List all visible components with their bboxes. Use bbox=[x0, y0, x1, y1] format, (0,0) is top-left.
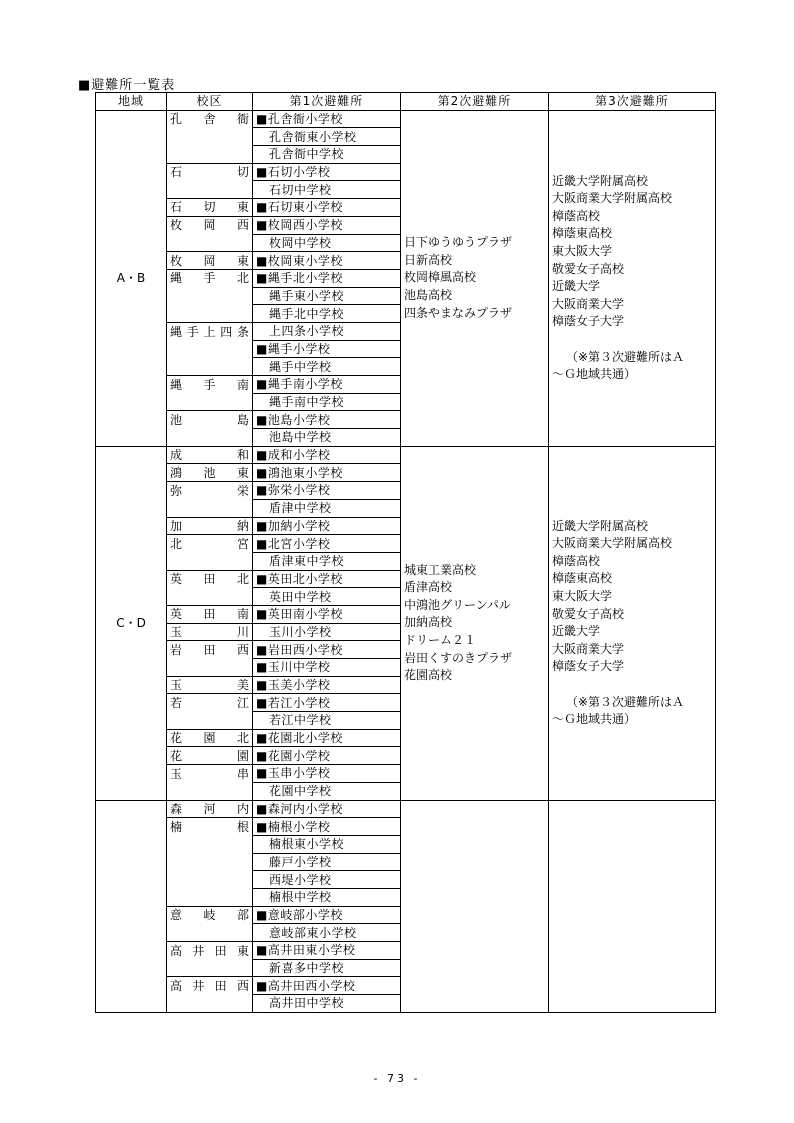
first-shelter-name: 高井田東小学校 bbox=[267, 943, 356, 958]
second-shelter-item: 日新高校 bbox=[404, 252, 453, 267]
first-shelter-cell bbox=[253, 712, 401, 730]
first-shelter-cell bbox=[253, 977, 401, 995]
first-shelter-name: 石切小学校 bbox=[267, 165, 331, 180]
first-shelter-name: 花園北小学校 bbox=[267, 731, 343, 746]
first-shelter-name: 意岐部東小学校 bbox=[269, 925, 357, 940]
designated-marker-icon: ■ bbox=[256, 801, 268, 816]
school-district-cell: 高井田西 bbox=[167, 977, 253, 995]
designated-marker-icon: ■ bbox=[256, 412, 268, 427]
designated-marker-icon: ■ bbox=[256, 200, 268, 215]
school-district-cell bbox=[167, 181, 253, 199]
school-district-cell bbox=[167, 712, 253, 730]
first-shelter-cell bbox=[253, 906, 401, 924]
school-district-cell: 石切東 bbox=[167, 199, 253, 217]
header-first-shelter: 第1次避難所 bbox=[253, 93, 401, 111]
school-district-cell: 玉串 bbox=[167, 765, 253, 783]
first-shelter-cell bbox=[253, 146, 401, 164]
school-district-cell: 弥栄 bbox=[167, 482, 253, 500]
first-shelter-cell bbox=[253, 535, 401, 553]
second-shelter-item: 盾津高校 bbox=[404, 580, 453, 595]
designated-marker-icon: ■ bbox=[256, 607, 268, 622]
first-shelter-cell bbox=[253, 835, 401, 853]
first-shelter-cell bbox=[253, 588, 401, 606]
first-shelter-name: 鴻池東小学校 bbox=[267, 465, 343, 480]
school-district-cell: 成和 bbox=[167, 446, 253, 464]
second-shelter-item: 四条やまなみプラザ bbox=[404, 305, 513, 320]
first-shelter-cell bbox=[253, 924, 401, 942]
first-shelter-name: 石切東小学校 bbox=[267, 200, 343, 215]
school-district-cell: 岩田西 bbox=[167, 641, 253, 659]
first-shelter-name: 孔舎衙小学校 bbox=[267, 112, 343, 127]
second-shelter-cell bbox=[401, 110, 549, 446]
first-shelter-name: 枚岡東小学校 bbox=[267, 253, 343, 268]
third-shelter-note: （※第３次避難所はＡ bbox=[566, 349, 685, 364]
school-district-cell: 花園北 bbox=[167, 729, 253, 747]
third-shelter-cell bbox=[549, 446, 716, 800]
first-shelter-cell bbox=[253, 340, 401, 358]
first-shelter-name: 岩田西小学校 bbox=[267, 642, 343, 657]
first-shelter-cell bbox=[253, 818, 401, 836]
first-shelter-cell bbox=[253, 605, 401, 623]
first-shelter-name: 孔舎衙中学校 bbox=[269, 147, 345, 162]
first-shelter-name: 玉美小学校 bbox=[267, 678, 331, 693]
third-shelter-cell bbox=[549, 110, 716, 446]
first-shelter-name: 西堤小学校 bbox=[269, 872, 332, 887]
first-shelter-cell bbox=[253, 181, 401, 199]
first-shelter-cell bbox=[253, 959, 401, 977]
second-shelter-item: 岩田くすのきプラザ bbox=[404, 650, 513, 665]
first-shelter-cell bbox=[253, 429, 401, 447]
school-district-cell: 花園 bbox=[167, 747, 253, 765]
designated-marker-icon: ■ bbox=[256, 165, 268, 180]
designated-marker-icon: ■ bbox=[256, 536, 268, 551]
first-shelter-cell bbox=[253, 482, 401, 500]
first-shelter-name: 縄手北小学校 bbox=[267, 271, 343, 286]
first-shelter-name: 若江中学校 bbox=[269, 713, 332, 728]
school-district-cell: 楠根 bbox=[167, 818, 253, 836]
first-shelter-cell bbox=[253, 782, 401, 800]
first-shelter-cell bbox=[253, 729, 401, 747]
second-shelter-item: 中鴻池グリーンパル bbox=[404, 597, 511, 612]
school-district-cell bbox=[167, 588, 253, 606]
designated-marker-icon: ■ bbox=[256, 907, 268, 922]
second-shelter-cell bbox=[401, 446, 549, 800]
first-shelter-name: 縄手中学校 bbox=[269, 359, 332, 374]
school-district-cell: 意岐部 bbox=[167, 906, 253, 924]
first-shelter-name: 玉串小学校 bbox=[267, 766, 331, 781]
school-district-cell bbox=[167, 552, 253, 570]
school-district-cell bbox=[167, 499, 253, 517]
first-shelter-name: 枚岡西小学校 bbox=[267, 218, 343, 233]
school-district-cell bbox=[167, 234, 253, 252]
third-shelter-item: 大阪商業大学附属高校 bbox=[552, 191, 673, 206]
designated-marker-icon: ■ bbox=[256, 518, 268, 533]
region-cell bbox=[96, 800, 167, 1012]
page-number: - 73 - bbox=[373, 1072, 421, 1085]
school-district-cell: 森河内 bbox=[167, 800, 253, 818]
designated-marker-icon: ■ bbox=[256, 112, 268, 127]
first-shelter-name: 玉川中学校 bbox=[267, 660, 331, 675]
third-shelter-item: 東大阪大学 bbox=[552, 244, 613, 259]
first-shelter-cell bbox=[253, 252, 401, 270]
designated-marker-icon: ■ bbox=[256, 483, 268, 498]
header-third-shelter: 第3次避難所 bbox=[549, 93, 716, 111]
first-shelter-cell bbox=[253, 765, 401, 783]
third-shelter-item: 敬愛女子高校 bbox=[552, 606, 625, 621]
first-shelter-cell bbox=[253, 128, 401, 146]
first-shelter-cell bbox=[253, 659, 401, 677]
school-district-cell bbox=[167, 659, 253, 677]
third-shelter-item: 大阪商業大学 bbox=[552, 296, 625, 311]
first-shelter-cell bbox=[253, 376, 401, 394]
first-shelter-name: 楠根東小学校 bbox=[269, 837, 345, 852]
school-district-cell bbox=[167, 358, 253, 376]
first-shelter-name: 玉川小学校 bbox=[269, 624, 332, 639]
third-shelter-item: 近畿大学附属高校 bbox=[552, 173, 649, 188]
designated-marker-icon: ■ bbox=[256, 271, 268, 286]
first-shelter-name: 新喜多中学校 bbox=[269, 961, 345, 976]
spacer bbox=[552, 676, 712, 694]
first-shelter-name: 若江小学校 bbox=[267, 695, 331, 710]
school-district-cell bbox=[167, 287, 253, 305]
first-shelter-cell bbox=[253, 199, 401, 217]
table-row bbox=[96, 446, 716, 464]
third-shelter-item: 東大阪大学 bbox=[552, 588, 613, 603]
first-shelter-name: 英田南小学校 bbox=[267, 607, 343, 622]
school-district-cell: 枚岡東 bbox=[167, 252, 253, 270]
first-shelter-cell bbox=[253, 234, 401, 252]
third-shelter-item: 樟蔭女子大学 bbox=[552, 314, 625, 329]
first-shelter-cell bbox=[253, 552, 401, 570]
designated-marker-icon: ■ bbox=[256, 253, 268, 268]
school-district-cell bbox=[167, 853, 253, 871]
school-district-cell: 英田北 bbox=[167, 570, 253, 588]
table-row bbox=[96, 800, 716, 818]
designated-marker-icon: ■ bbox=[256, 819, 268, 834]
header-region: 地域 bbox=[96, 93, 167, 111]
second-shelter-item: ドリーム２１ bbox=[404, 632, 477, 647]
first-shelter-name: 縄手東小学校 bbox=[269, 288, 345, 303]
school-district-cell: 孔舎衙 bbox=[167, 110, 253, 128]
first-shelter-cell bbox=[253, 853, 401, 871]
first-shelter-name: 上四条小学校 bbox=[269, 324, 345, 339]
first-shelter-cell bbox=[253, 163, 401, 181]
page-title: ■避難所一覧表 bbox=[78, 78, 176, 93]
second-shelter-item: 城東工業高校 bbox=[404, 562, 477, 577]
school-district-cell bbox=[167, 835, 253, 853]
region-cell: C・D bbox=[96, 446, 167, 800]
designated-marker-icon: ■ bbox=[256, 978, 268, 993]
first-shelter-cell bbox=[253, 499, 401, 517]
first-shelter-name: 花園中学校 bbox=[269, 784, 332, 799]
school-district-cell bbox=[167, 924, 253, 942]
first-shelter-cell bbox=[253, 641, 401, 659]
school-district-cell: 縄手上四条 bbox=[167, 322, 253, 340]
school-district-cell bbox=[167, 995, 253, 1013]
first-shelter-cell bbox=[253, 322, 401, 340]
school-district-cell: 加納 bbox=[167, 517, 253, 535]
first-shelter-cell bbox=[253, 446, 401, 464]
designated-marker-icon: ■ bbox=[256, 218, 268, 233]
third-shelter-item: 近畿大学 bbox=[552, 279, 601, 294]
first-shelter-cell bbox=[253, 623, 401, 641]
school-district-cell: 若江 bbox=[167, 694, 253, 712]
first-shelter-name: 楠根中学校 bbox=[269, 890, 332, 905]
first-shelter-cell bbox=[253, 800, 401, 818]
first-shelter-cell bbox=[253, 694, 401, 712]
first-shelter-name: 藤戸小学校 bbox=[269, 854, 332, 869]
first-shelter-name: 盾津中学校 bbox=[269, 501, 332, 516]
school-district-cell bbox=[167, 429, 253, 447]
first-shelter-name: 弥栄小学校 bbox=[267, 483, 331, 498]
first-shelter-name: 池島中学校 bbox=[269, 430, 332, 445]
third-shelter-item: 大阪商業大学 bbox=[552, 641, 625, 656]
first-shelter-cell bbox=[253, 464, 401, 482]
first-shelter-cell bbox=[253, 517, 401, 535]
school-district-cell: 玉川 bbox=[167, 623, 253, 641]
spacer bbox=[552, 331, 712, 349]
first-shelter-cell bbox=[253, 942, 401, 960]
first-shelter-cell bbox=[253, 216, 401, 234]
first-shelter-name: 縄手南中学校 bbox=[269, 395, 345, 410]
designated-marker-icon: ■ bbox=[256, 341, 268, 356]
third-shelter-item: 近畿大学附属高校 bbox=[552, 518, 649, 533]
second-shelter-item: 枚岡樟風高校 bbox=[404, 270, 477, 285]
school-district-cell: 高井田東 bbox=[167, 942, 253, 960]
third-shelter-item: 敬愛女子高校 bbox=[552, 261, 625, 276]
school-district-cell bbox=[167, 305, 253, 323]
first-shelter-name: 英田北小学校 bbox=[267, 571, 343, 586]
school-district-cell bbox=[167, 128, 253, 146]
first-shelter-name: 縄手小学校 bbox=[267, 341, 331, 356]
first-shelter-cell bbox=[253, 287, 401, 305]
third-shelter-item: 樟蔭高校 bbox=[552, 208, 601, 223]
school-district-cell: 玉美 bbox=[167, 676, 253, 694]
third-shelter-item: 樟蔭女子大学 bbox=[552, 659, 625, 674]
first-shelter-cell bbox=[253, 888, 401, 906]
first-shelter-name: 北宮小学校 bbox=[267, 536, 331, 551]
evacuation-table bbox=[95, 92, 716, 1013]
first-shelter-name: 盾津東中学校 bbox=[269, 554, 345, 569]
designated-marker-icon: ■ bbox=[256, 731, 268, 746]
school-district-cell bbox=[167, 959, 253, 977]
third-shelter-item: 樟蔭東高校 bbox=[552, 571, 613, 586]
first-shelter-cell bbox=[253, 110, 401, 128]
second-shelter-cell bbox=[401, 800, 549, 1012]
third-shelter-note: ～Ｇ地域共通） bbox=[552, 367, 637, 382]
first-shelter-name: 加納小学校 bbox=[267, 518, 331, 533]
first-shelter-name: 成和小学校 bbox=[267, 448, 331, 463]
third-shelter-note: （※第３次避難所はＡ bbox=[566, 694, 685, 709]
school-district-cell: 枚岡西 bbox=[167, 216, 253, 234]
designated-marker-icon: ■ bbox=[256, 377, 268, 392]
first-shelter-name: 孔舎衙東小学校 bbox=[269, 129, 357, 144]
second-shelter-item: 加納高校 bbox=[404, 615, 453, 630]
school-district-cell bbox=[167, 393, 253, 411]
first-shelter-name: 意岐部小学校 bbox=[267, 907, 343, 922]
school-district-cell bbox=[167, 888, 253, 906]
header-second-shelter: 第2次避難所 bbox=[401, 93, 549, 111]
third-shelter-cell bbox=[549, 800, 716, 1012]
designated-marker-icon: ■ bbox=[256, 766, 268, 781]
school-district-cell: 北宮 bbox=[167, 535, 253, 553]
first-shelter-cell bbox=[253, 411, 401, 429]
first-shelter-name: 枚岡中学校 bbox=[269, 235, 332, 250]
first-shelter-cell bbox=[253, 676, 401, 694]
designated-marker-icon: ■ bbox=[256, 695, 268, 710]
designated-marker-icon: ■ bbox=[256, 748, 268, 763]
header-school-district: 校区 bbox=[167, 93, 253, 111]
school-district-cell bbox=[167, 340, 253, 358]
third-shelter-item: 樟蔭東高校 bbox=[552, 226, 613, 241]
school-district-cell bbox=[167, 871, 253, 889]
first-shelter-cell bbox=[253, 747, 401, 765]
first-shelter-name: 高井田西小学校 bbox=[267, 978, 356, 993]
school-district-cell: 縄手南 bbox=[167, 376, 253, 394]
first-shelter-cell bbox=[253, 871, 401, 889]
designated-marker-icon: ■ bbox=[256, 465, 268, 480]
designated-marker-icon: ■ bbox=[256, 448, 268, 463]
first-shelter-name: 縄手北中学校 bbox=[269, 306, 345, 321]
table-row bbox=[96, 110, 716, 128]
first-shelter-cell bbox=[253, 393, 401, 411]
first-shelter-name: 高井田中学校 bbox=[269, 996, 345, 1011]
first-shelter-cell bbox=[253, 358, 401, 376]
first-shelter-name: 英田中学校 bbox=[269, 589, 332, 604]
school-district-cell bbox=[167, 146, 253, 164]
first-shelter-cell bbox=[253, 269, 401, 287]
first-shelter-name: 森河内小学校 bbox=[267, 801, 343, 816]
first-shelter-name: 石切中学校 bbox=[269, 182, 332, 197]
region-cell: A・B bbox=[96, 110, 167, 446]
first-shelter-name: 池島小学校 bbox=[267, 412, 331, 427]
second-shelter-item: 花園高校 bbox=[404, 668, 453, 683]
second-shelter-item: 池島高校 bbox=[404, 288, 453, 303]
third-shelter-item: 樟蔭高校 bbox=[552, 553, 601, 568]
first-shelter-cell bbox=[253, 305, 401, 323]
first-shelter-name: 楠根小学校 bbox=[267, 819, 331, 834]
third-shelter-item: 大阪商業大学附属高校 bbox=[552, 536, 673, 551]
school-district-cell: 石切 bbox=[167, 163, 253, 181]
second-shelter-item: 日下ゆうゆうプラザ bbox=[404, 235, 513, 250]
table-header-row bbox=[96, 93, 716, 111]
first-shelter-cell bbox=[253, 995, 401, 1013]
first-shelter-cell bbox=[253, 570, 401, 588]
first-shelter-name: 花園小学校 bbox=[267, 748, 331, 763]
school-district-cell: 鴻池東 bbox=[167, 464, 253, 482]
first-shelter-name: 縄手南小学校 bbox=[267, 377, 343, 392]
school-district-cell: 英田南 bbox=[167, 605, 253, 623]
designated-marker-icon: ■ bbox=[256, 642, 268, 657]
third-shelter-item: 近畿大学 bbox=[552, 624, 601, 639]
designated-marker-icon: ■ bbox=[256, 678, 268, 693]
school-district-cell bbox=[167, 782, 253, 800]
designated-marker-icon: ■ bbox=[256, 660, 268, 675]
designated-marker-icon: ■ bbox=[256, 943, 268, 958]
designated-marker-icon: ■ bbox=[256, 571, 268, 586]
school-district-cell: 縄手北 bbox=[167, 269, 253, 287]
school-district-cell: 池島 bbox=[167, 411, 253, 429]
third-shelter-note: ～Ｇ地域共通） bbox=[552, 712, 637, 727]
